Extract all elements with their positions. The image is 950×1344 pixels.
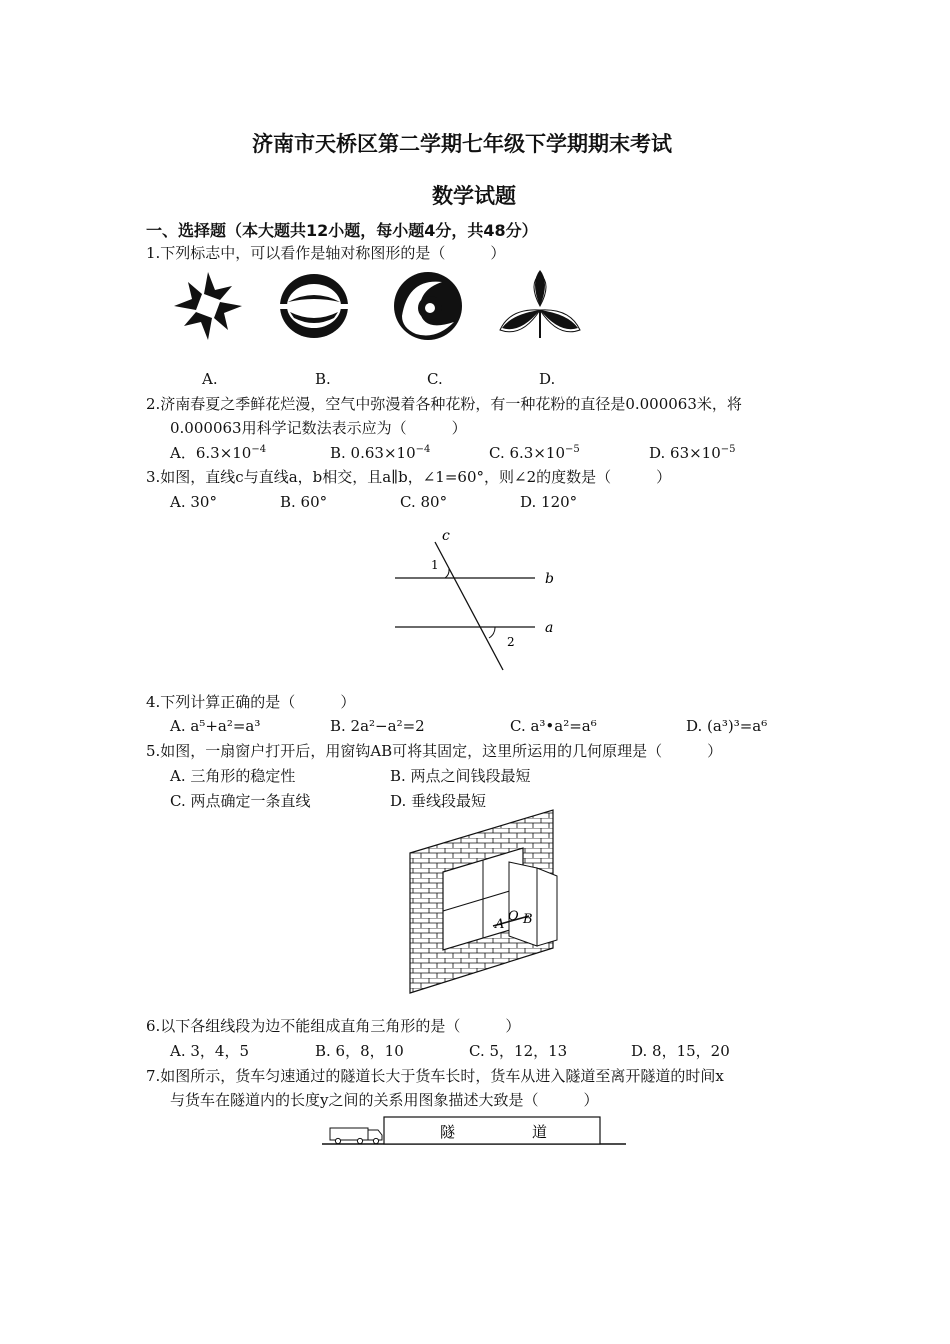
q5-option-a: A. 三角形的稳定性 [170,767,296,785]
logo-b-icon [278,274,350,338]
q6-stem: 6.以下各组线段为边不能组成直角三角形的是（ ） [146,1017,521,1035]
label-B: B [523,912,533,927]
q4-option-c: C. a³•a²=a⁶ [510,717,597,735]
page-subtitle: 数学试题 [432,184,516,208]
q2-line1: 2.济南春夏之季鲜花烂漫，空气中弥漫着各种花粉，有一种花粉的直径是0.000063米，将 [146,395,742,413]
logo-a-icon [174,272,242,340]
label-O: O [508,909,519,924]
q4-option-b: B. 2a²−a²=2 [330,717,425,735]
q2-option-b: B. $0.63\times 10^{-4}$ [330,444,431,462]
q1-label-d: D. [539,370,556,388]
label-c: c [442,528,450,544]
q5-option-c: C. 两点确定一条直线 [170,792,311,810]
label-a: a [545,620,554,636]
label-A: A [495,917,505,932]
q2-option-a: A．$6.3\times 10^{-4}$ [170,444,267,462]
section-heading: 一、选择题（本大题共12小题，每小题4分，共48分） [146,221,538,240]
q7-line1: 7.如图所示，货车匀速通过的隧道长大于货车长时，货车从进入隧道至离开隧道的时间x [146,1067,724,1085]
q3-option-c: C. 80° [400,493,448,511]
truck-icon [330,1128,382,1144]
q5-window-figure [405,808,565,998]
tunnel-label-right: 道 [532,1123,548,1141]
q1-stem: 1.下列标志中，可以看作是轴对称图形的是（ ） [146,244,506,262]
q6-option-c: C. 5，12，13 [469,1042,568,1060]
q3-figure [385,522,565,674]
q3-option-a: A. 30° [170,493,217,511]
q6-option-b: B. 6，8，10 [315,1042,404,1060]
q1-label-c: C. [427,370,443,388]
page-title: 济南市天桥区第二学期七年级下学期期末考试 [252,132,672,156]
q6-option-d: D. 8，15，20 [631,1042,730,1060]
q7-tunnel-figure [320,1114,630,1150]
q2-option-d: D. $63\times 10^{-5}$ [649,444,736,462]
label-b: b [545,571,554,587]
q5-stem: 5.如图，一扇窗户打开后，用窗钩AB可将其固定，这里所运用的几何原理是（ ） [146,742,723,760]
label-angle-1: 1 [431,558,439,572]
q2-option-c: C. $6.3\times 10^{-5}$ [489,444,580,462]
label-angle-2: 2 [507,635,515,649]
logo-c-icon [394,272,462,340]
q3-option-d: D. 120° [520,493,578,511]
q4-option-d: D. (a³)³=a⁶ [686,717,768,735]
q3-option-b: B. 60° [280,493,328,511]
logo-d-icon [500,270,580,338]
line-c [435,542,503,670]
q5-option-b: B. 两点之间钱段最短 [390,767,531,785]
q2-line2: 0.000063用科学记数法表示应为（ ） [170,419,467,437]
q1-label-b: B. [315,370,331,388]
q3-stem: 3.如图，直线c与直线a，b相交，且a∥b，∠1=60°，则∠2的度数是（ ） [146,468,672,486]
q6-option-a: A. 3，4，5 [170,1042,249,1060]
q1-label-a: A. [202,370,218,388]
q5-option-d: D. 垂线段最短 [390,792,487,810]
q1-logos [160,268,600,348]
tunnel-label-left: 隧 [440,1123,456,1141]
q7-line2: 与货车在隧道内的长度y之间的关系用图象描述大致是（ ） [170,1091,599,1109]
q4-option-a: A. a⁵+a²=a³ [170,717,261,735]
q4-stem: 4.下列计算正确的是（ ） [146,693,356,711]
